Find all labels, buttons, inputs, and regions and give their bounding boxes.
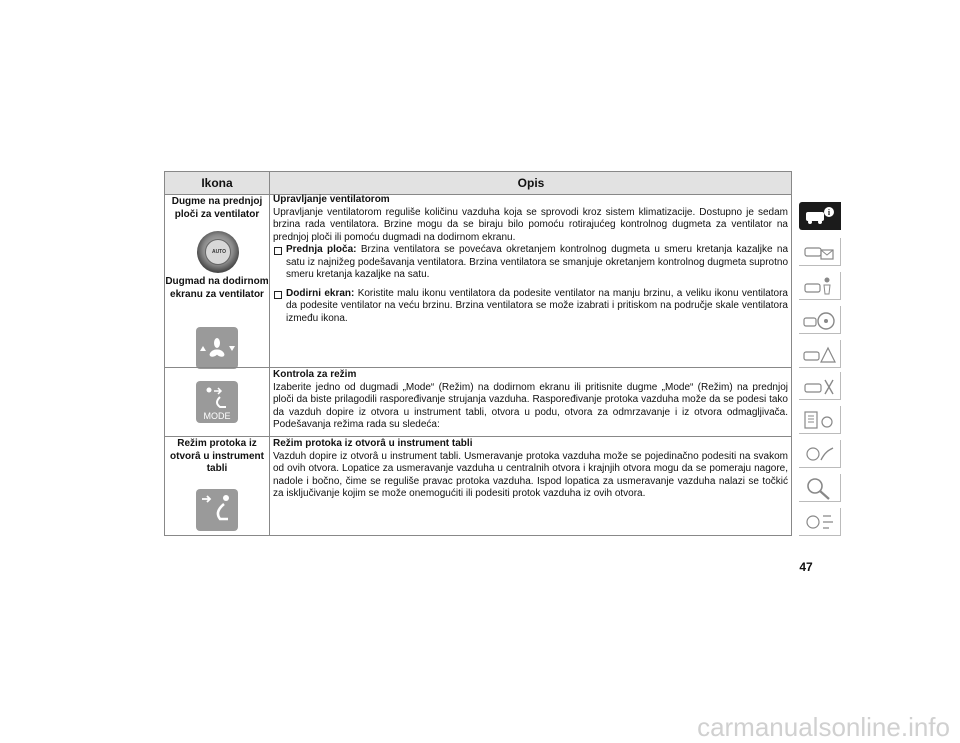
header-ikona: Ikona — [201, 176, 233, 190]
watermark-text: carmanualsonline.info — [697, 712, 950, 742]
row-divider-2 — [165, 436, 791, 437]
row3-left-label: Režim protoka iz otvorâ u instrument tabli — [170, 438, 264, 474]
index-list-icon[interactable] — [799, 406, 841, 434]
row-divider-1 — [165, 367, 791, 368]
search-icon[interactable] — [799, 474, 841, 502]
bullet-touchscreen-text: Koristite malu ikonu ventilatora da podesite ventilator na manju brzinu, a veliku ikonu ventilatora da podesite ventilator na veću brzinu. Brzina ventilatora se može izabrati i pritiskom na područje skale ventilatora između ikona. — [286, 287, 788, 324]
front-panel-fan-knob-icon — [197, 231, 239, 273]
bullet-front-panel-text: Brzina ventilatora se povećava okretanjem kontrolnog dugmeta u smeru kretanja kazaljke na satu iz najnižeg podešavanja ventilatora. Brzina ventilatora se smanjuje okretanjem kontrolnog dugmeta suprotno smeru kretanja kazaljke na satu. — [286, 244, 788, 280]
header-opis: Opis — [517, 176, 545, 190]
bullet-front-panel-label: Prednja ploča: — [286, 244, 357, 255]
panel-mode-text: Vazduh dopire iz otvorâ u instrument tabli. Usmeravanje protoka vazduha može se pojedinačno podesiti na svakom od ovih otvora. Lopatice za usmeravanje vazduha u centralnih otvora i krajnjih otvora mogu da se pomeraju nagore, nadole i bočno, čime se reguliše pravac protoka vazduha. Ispod lopatica za usmeravanje vazduha nalazi se točkić za isključivanje kojim se može onemogućiti ili podesiti protok vazduha iz ovih otvora. — [273, 450, 788, 499]
touchscreen-fan-buttons-icon — [196, 327, 238, 369]
row2-description — [273, 369, 788, 432]
mode-icon-label: MODE — [203, 411, 231, 421]
row1-left-bottom-label: Dugmad na dodirnom ekranu za ventilator — [165, 276, 269, 300]
fan-control-title: Upravljanje ventilatorom — [273, 194, 390, 205]
safety-icon[interactable] — [799, 272, 841, 300]
knob-center — [205, 239, 231, 265]
multimedia-icon[interactable] — [799, 440, 841, 468]
car-info-icon[interactable] — [799, 202, 841, 230]
bullet-touchscreen-label: Dodirni ekran: — [286, 287, 355, 299]
knob-auto-label: AUTO — [211, 249, 227, 255]
specifications-icon[interactable] — [799, 508, 841, 536]
row1-description — [273, 194, 788, 325]
row3-description — [273, 438, 788, 501]
bullet-touchscreen — [273, 288, 788, 326]
service-icon[interactable] — [799, 372, 841, 400]
panel-mode-icon — [196, 489, 238, 531]
steering-wheel-icon[interactable] — [799, 306, 841, 334]
svg-text:i: i — [827, 208, 831, 217]
row1-left-top-label: Dugme na prednjoj ploči za ventilator — [171, 196, 263, 220]
bullet-front-panel — [273, 244, 788, 282]
page-number: 47 — [799, 560, 813, 574]
column-divider — [269, 172, 270, 535]
warning-lights-icon[interactable] — [799, 238, 841, 266]
controls-table — [164, 171, 792, 536]
mode-control-title: Kontrola za režim — [273, 369, 357, 380]
mode-control-text: Izaberite jedno od dugmadi „Mode“ (Režim) na dodirnom ekranu ili pritisnite dugme „Mode“ (Režim) na prednjoj ploči da biste prilagodili raspoređivanje strujanja vazduha. Raspoređivanje protoka vazduha može da se podesi tako da vazduh dopire iz otvora u instrument tabli, otvora u podu, otvora za odmrzavanje i iz otvora odmagljivača. Podešavanja režima rada su sledeća: — [273, 381, 788, 430]
breakdown-icon[interactable] — [799, 340, 841, 368]
table-header — [165, 172, 791, 195]
panel-mode-title: Režim protoka iz otvorâ u instrument tabli — [273, 438, 473, 449]
mode-button-icon — [196, 381, 238, 423]
fan-control-intro: Upravljanje ventilatorom reguliše količinu vazduha koja se sprovodi kroz sistem klimatizacije. Dostupno je sedam brzina rada ventilatora. Brzine mogu da se biraju bilo pomoću rotirajućeg kontrolnog dugmeta za ventilator na prednjoj ploči ili pomoću dugmadi na dodirnom ekranu. — [273, 206, 788, 243]
